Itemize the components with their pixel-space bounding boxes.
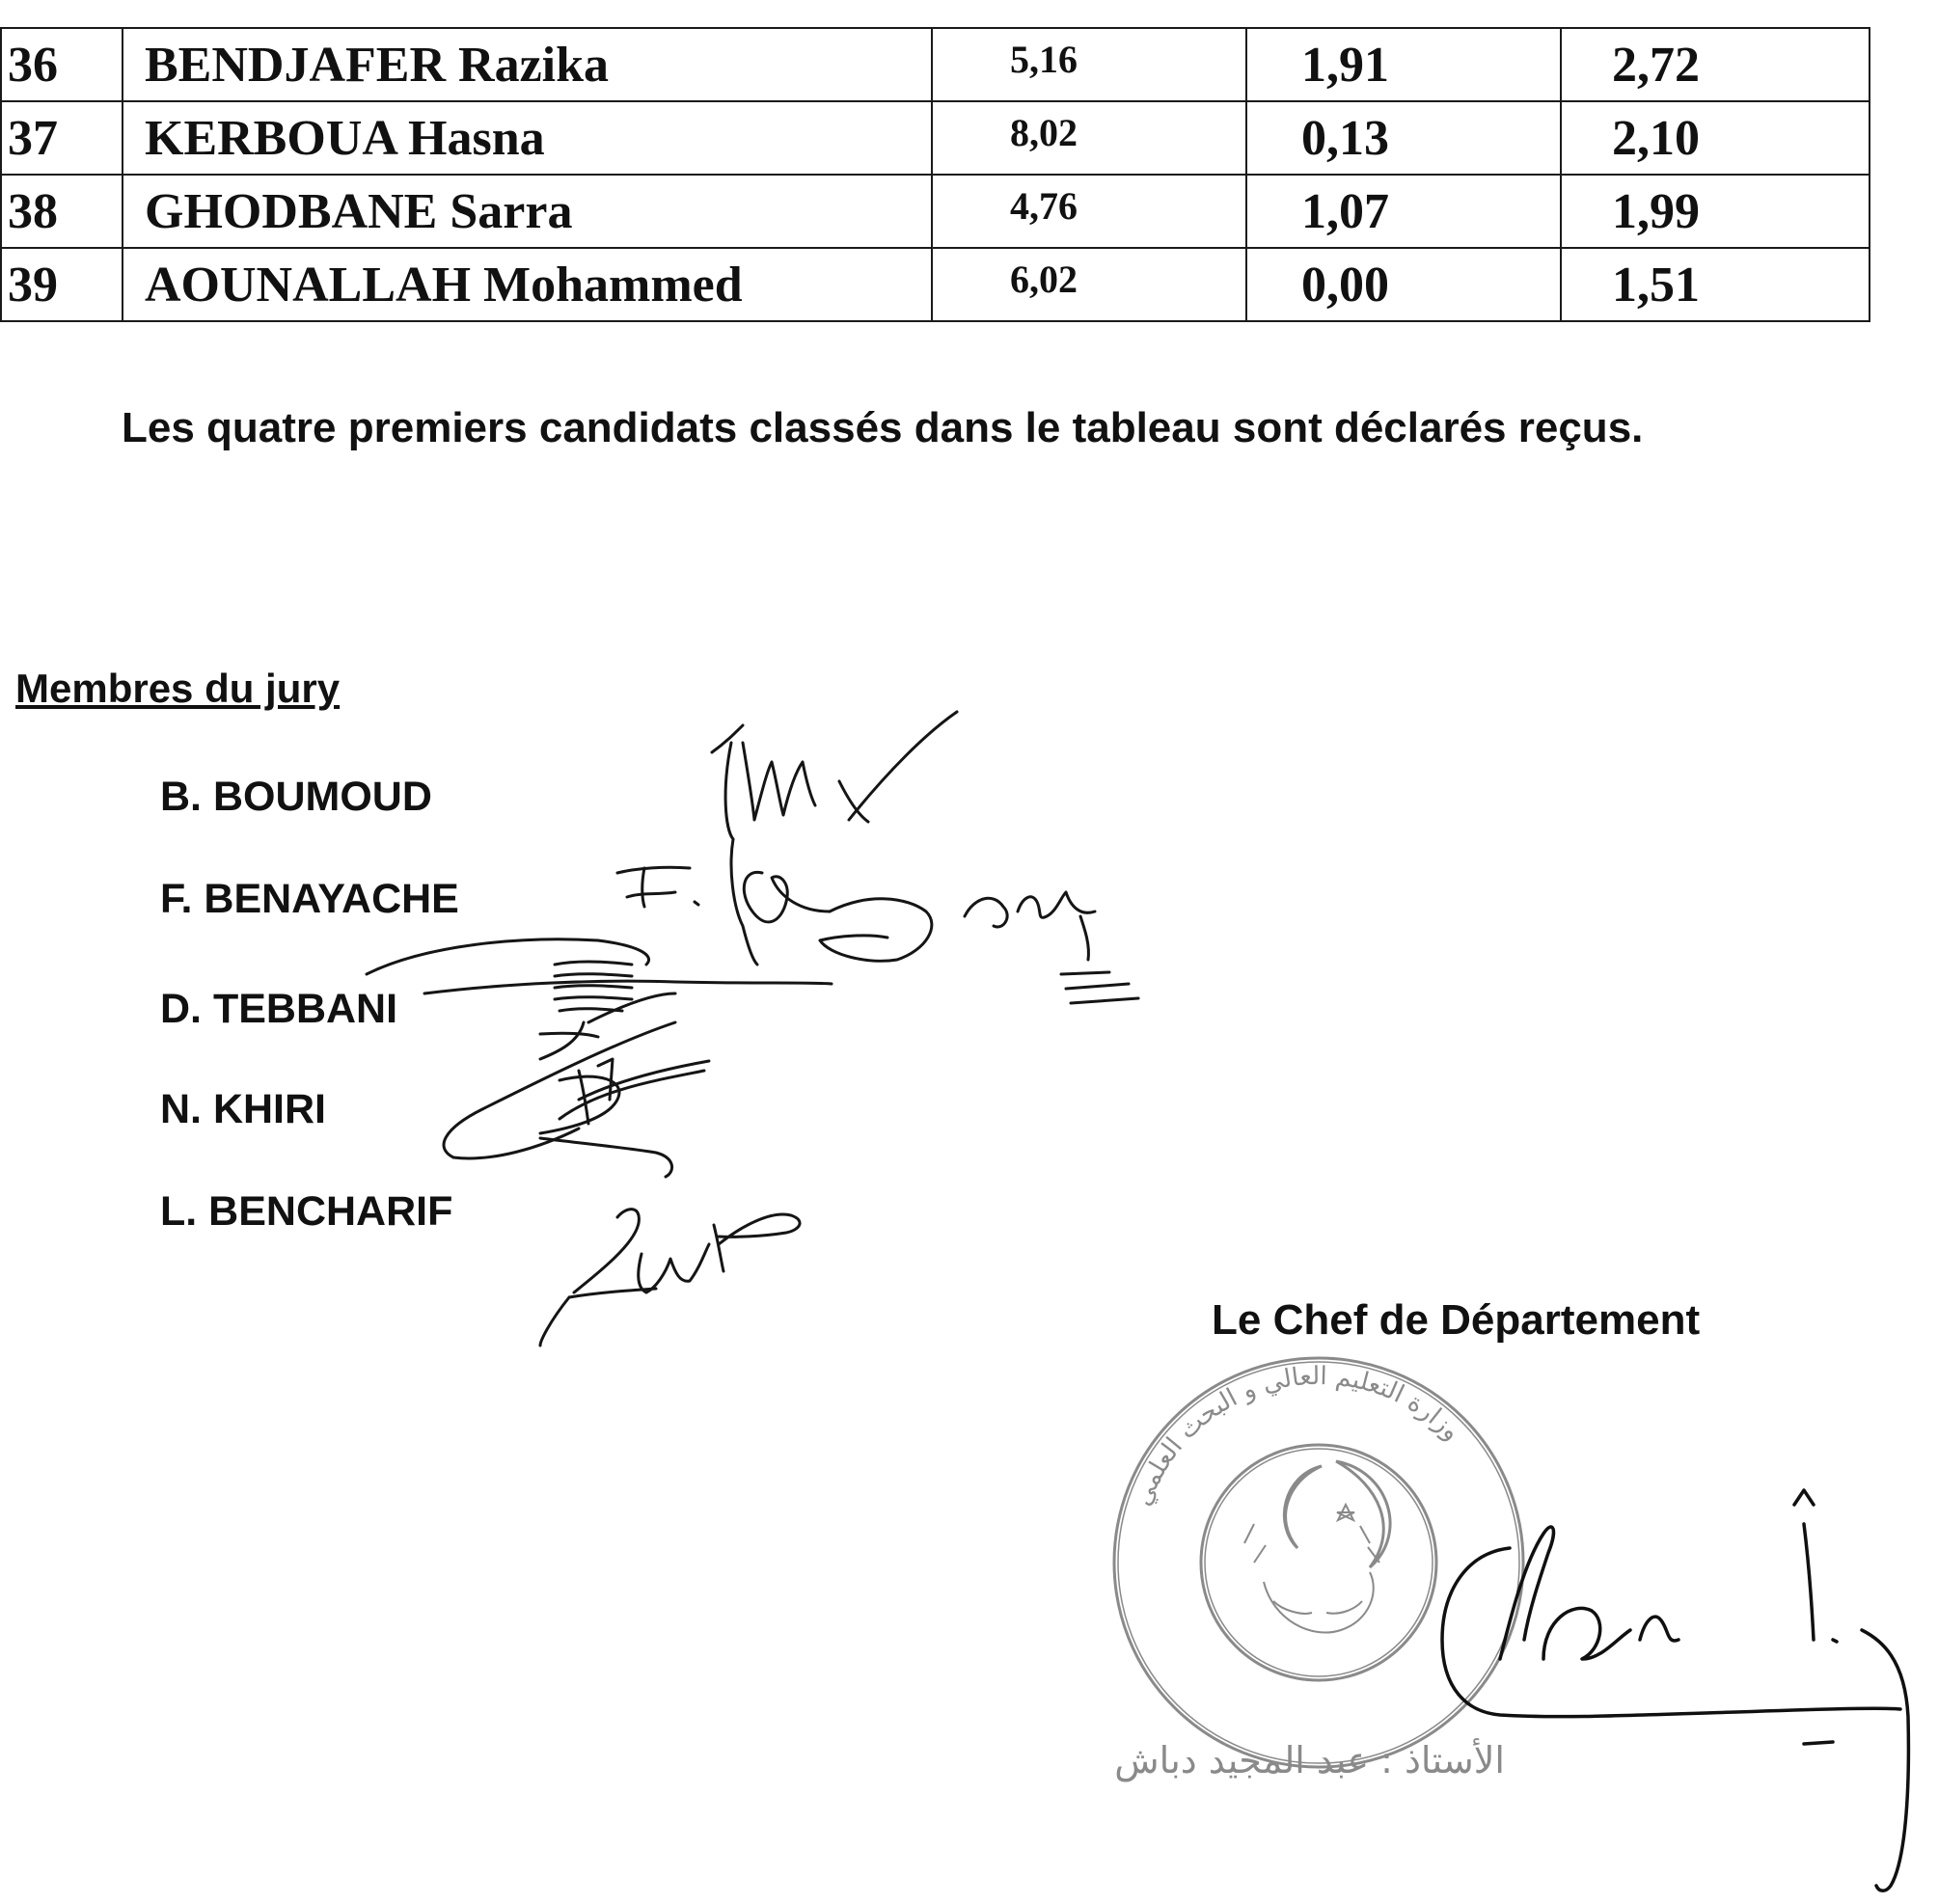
score1-cell: 4,76 bbox=[932, 175, 1246, 248]
candidate-name-cell: AOUNALLAH Mohammed bbox=[123, 248, 932, 321]
rank-cell: 36 bbox=[1, 28, 123, 101]
score2-cell: 0,00 bbox=[1246, 248, 1561, 321]
jury-heading: Membres du jury bbox=[15, 666, 341, 711]
jury-member: D. TEBBANI bbox=[160, 986, 398, 1032]
jury-member: F. BENAYACHE bbox=[160, 876, 459, 922]
stamp-name-text: الأستاذ : عبد المجيد دباش bbox=[1114, 1739, 1505, 1782]
score3-cell: 1,99 bbox=[1561, 175, 1870, 248]
chef-title: Le Chef de Département bbox=[1212, 1296, 1701, 1344]
score3-cell: 2,72 bbox=[1561, 28, 1870, 101]
score1-cell: 8,02 bbox=[932, 101, 1246, 175]
signature-chef bbox=[1442, 1490, 1908, 1890]
score3-cell: 2,10 bbox=[1561, 101, 1870, 175]
jury-member: N. KHIRI bbox=[160, 1086, 326, 1132]
score1-cell: 6,02 bbox=[932, 248, 1246, 321]
score2-cell: 1,91 bbox=[1246, 28, 1561, 101]
candidate-name-cell: BENDJAFER Razika bbox=[123, 28, 932, 101]
candidate-name-cell: KERBOUA Hasna bbox=[123, 101, 932, 175]
score2-cell: 0,13 bbox=[1246, 101, 1561, 175]
jury-member: B. BOUMOUD bbox=[160, 774, 432, 820]
official-stamp bbox=[1114, 1358, 1523, 1767]
rank-cell: 38 bbox=[1, 175, 123, 248]
score3-cell: 1,51 bbox=[1561, 248, 1870, 321]
stamp-ring-text: وزارة التعليم العالي و البحث العلمي bbox=[1128, 1361, 1466, 1510]
rank-cell: 37 bbox=[1, 101, 123, 175]
declaration-text: Les quatre premiers candidats classés dans le tableau sont déclarés reçus. bbox=[122, 404, 1644, 451]
candidate-name-cell: GHODBANE Sarra bbox=[123, 175, 932, 248]
score2-cell: 1,07 bbox=[1246, 175, 1561, 248]
jury-member: L. BENCHARIF bbox=[160, 1188, 453, 1235]
rank-cell: 39 bbox=[1, 248, 123, 321]
score1-cell: 5,16 bbox=[932, 28, 1246, 101]
